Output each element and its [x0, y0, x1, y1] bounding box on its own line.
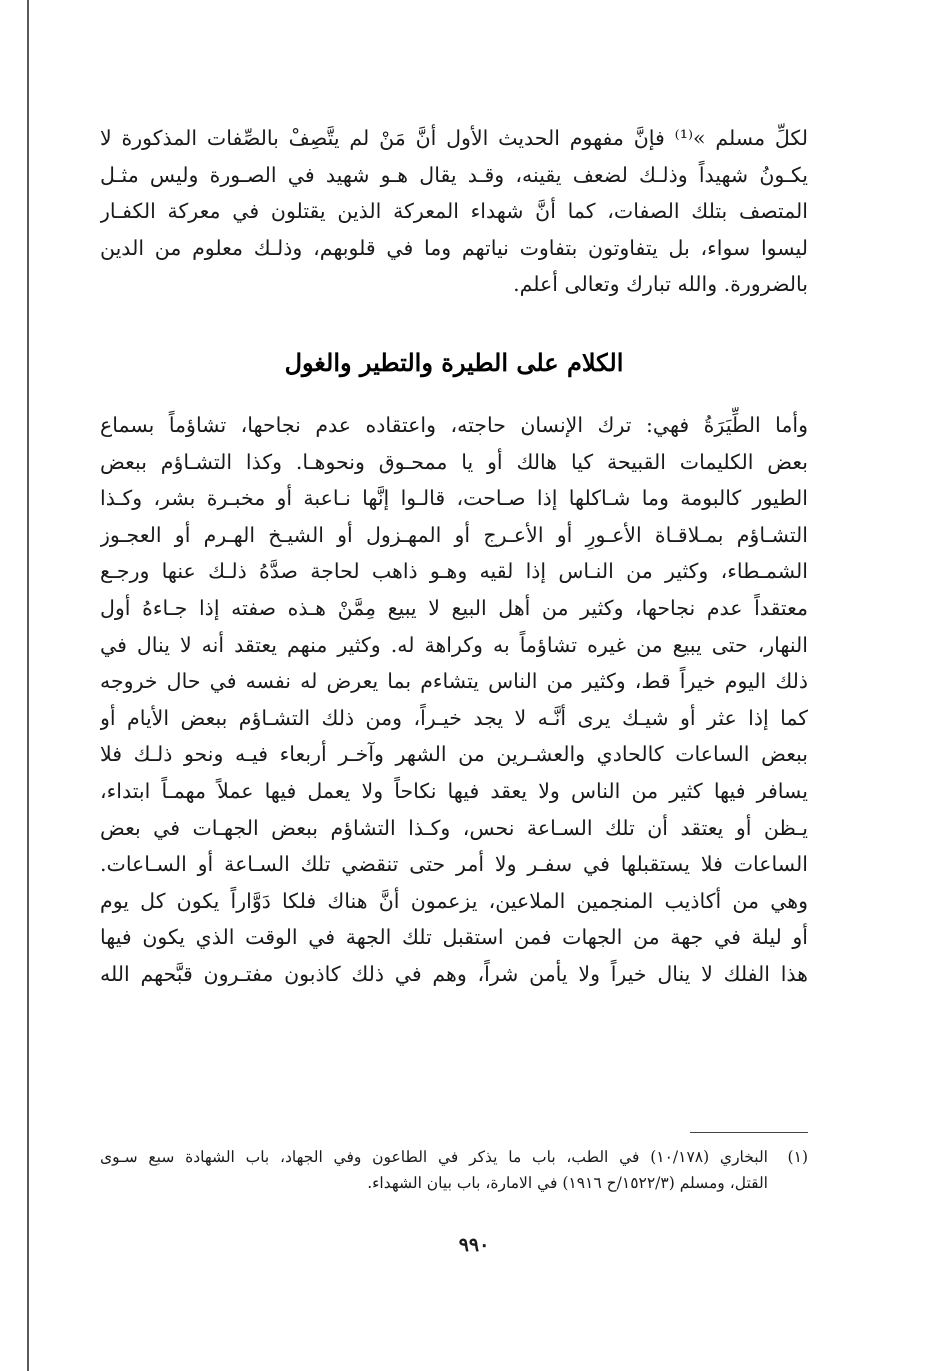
text-line: ليسوا سواء، بل يتفاوتون بتفاوت نياتهم وما في قلوبهم، وذلـك معلوم من الدين [100, 235, 808, 260]
text-line: وهي من أكاذيب المنجمين الملاعين، يزعمون أنَّ هناك فلكا دَوَّاراً يكون كل يوم [100, 888, 808, 913]
footnote [100, 1144, 808, 1196]
footnote-separator [690, 1132, 808, 1133]
text-line: يكـونُ شهيداً وذلـك لضعف يقينه، وقـد يقال هـو شهيد في الصـورة وليس مثـل [100, 162, 808, 187]
page-left-border [27, 0, 29, 1371]
footnote-text [100, 1144, 768, 1196]
text-line: يسافر فيها كثير من الناس ولا يعقد فيها نكاحاً ولا يعمل فيها عملاً مهمـاً ابتداء، [100, 778, 808, 803]
text-line: التشـاؤم بمـلاقـاة الأعـورِ أو الأعـرج أو المهـزول أو الشيـخ الهـرم أو العجـوز [100, 522, 808, 547]
spacer [100, 303, 808, 335]
text-line: كما إذا عثر أو شيـك يرى أنَّـه لا يجد خيـراً، ومن ذلك التشـاؤم ببعض الأيام أو [100, 705, 808, 730]
text-line: ذلك اليوم خيراً قط، وكثير من الناس يتشاءم بما يعرض له نفسه في حال خروجه [100, 669, 808, 694]
text-line: هذا الفلك لا ينال خيراً ولا يأمن شراً، وهم في ذلك كاذبون مفتـرون قبَّحهم الله [100, 961, 808, 986]
text-line: ببعض الساعات كالحادي والعشـرين من الشهر وآخـر أربعاء فيـه ونحو ذلـك فلا [100, 742, 808, 767]
text-line: لكلِّ مسلم »⁽¹⁾ فإنَّ مفهوم الحديث الأول أنَّ مَنْ لم يتَّصِفْ بالصِّفات المذكورة لا [100, 126, 808, 150]
text-line: أو ليلة في جهة من الجهات فمن استقبل تلك الجهة في الوقت الذي يكون فيها [100, 925, 808, 950]
text-line: يـظن أو يعتقد أن تلك السـاعة نحس، وكـذا التشاؤم ببعض الجهـات في بعض [100, 815, 808, 840]
text-line: وأما الطِّيَرَةُ فهي: ترك الإنسان حاجته، واعتقاده عدم نجاحها، تشاؤماً بسماع [100, 412, 808, 437]
text-line: الساعات فلا يستقبلها في سفـر ولا أمر حتى تنقضي تلك السـاعة أو السـاعات. [100, 852, 808, 877]
footnote-line: البخاري (١٠/١٧٨) في الطب، باب ما يذكر في الطاعون وفي الجهاد، باب الشهادة سبع سـوى [100, 1148, 768, 1166]
footnote-number: (١) [787, 1148, 808, 1166]
page-number: ٩٩٠ [458, 1234, 490, 1256]
text-line: بالضرورة. والله تبارك وتعالى أعلم. [513, 272, 808, 297]
footnotes [100, 1144, 808, 1196]
paragraph-main [100, 407, 808, 993]
text-line: الشمـطاء، وكثير من النـاس إذا لقيه وهـو ذاهب لحاجة صدَّهُ ذلـك عنها ورجـع [100, 559, 808, 584]
text-line: المتصف بتلك الصفات، كما أنَّ شهداء المعركة الذين يقتلون في معركة الكفـار [100, 199, 808, 224]
text-line: بعض الكليمات القبيحة كيا هالك أو يا ممحـوق ونحوهـا. وكذا التشـاؤم ببعض [100, 449, 808, 474]
footnote-line: القتل، ومسلم (١٥٢٢/٣/ح ١٩١٦) في الامارة، باب بيان الشهداء. [367, 1174, 768, 1192]
text-line: النهار، حتى يبيع من غيره تشاؤماً به وكراهة له. وكثير منهم يعتقد أنه لا ينال في [100, 632, 808, 657]
text-line: معتقداً عدم نجاحها، وكثير من أهل البيع لا يبيع مِمَّنْ هـذه صفته إذا جـاءهُ أول [100, 595, 808, 620]
text-line: الطيور كالبومة وما شـاكلها إذا صـاحت، قالـوا إنَّها نـاعبة أو مخبـرة بشر، وكـذا [100, 486, 808, 511]
section-heading: الكلام على الطيرة والتطير والغول [284, 347, 624, 377]
paragraph-intro [100, 120, 808, 303]
page-body [100, 120, 808, 992]
